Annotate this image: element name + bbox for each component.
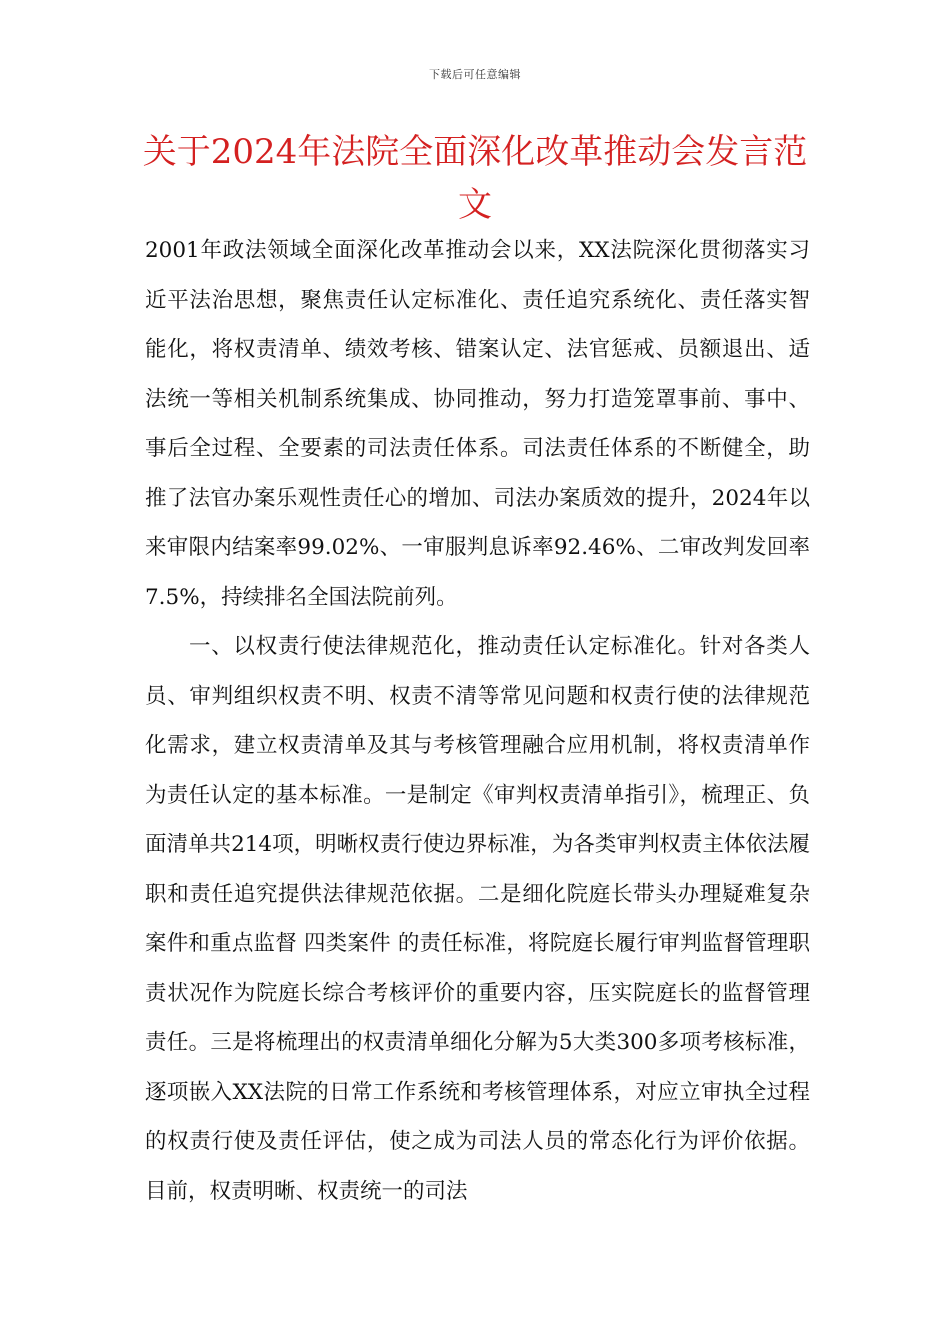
document-title: 关于2024年法院全面深化改革推动会发言范文	[142, 132, 808, 225]
header-note: 下载后可任意编辑	[429, 68, 521, 81]
paragraph-section-one: 一、以权责行使法律规范化，推动责任认定标准化。针对各类人员、审判组织权责不明、权责不清等常见问题和权责行使的法律规范化需求，建立权责清单及其与考核管理融合应用机制，将权责清单作为责任认定的基本标准。一是制定《审判权责清单指引》，梳理正、负面清单共214项，明晰权责行使边界标准，为各类审判权责主体依法履职和责任追究提供法律规范依据。二是细化院庭长带头办理疑难复杂案件和重点监督 四类案件 的责任标准，将院庭长履行审判监督管理职责状况作为院庭长综合考核评价的重要内容，压实院庭长的监督管理责任。三是将梳理出的权责清单细化分解为5大类300多项考核标准，逐项嵌入XX法院的日常工作系统和考核管理体系，对应立审执全过程的权责行使及责任评估，使之成为司法人员的常态化行为评价依据。目前，权责明晰、权责统一的司法	[145, 634, 810, 1204]
paragraph-intro: 2001年政法领域全面深化改革推动会以来，XX法院深化贯彻落实习近平法治思想，聚焦责任认定标准化、责任追究系统化、责任落实智能化，将权责清单、绩效考核、错案认定、法官惩戒、员额退出、适法统一等相关机制系统集成、协同推动，努力打造笼罩事前、事中、事后全过程、全要素的司法责任体系。司法责任体系的不断健全，助推了法官办案乐观性责任心的增加、司法办案质效的提升，2024年以来审限内结案率99.02%、一审服判息诉率92.46%、二审改判发回率7.5%，持续排名全国法院前列。	[145, 238, 810, 610]
document-body	[145, 226, 810, 1216]
